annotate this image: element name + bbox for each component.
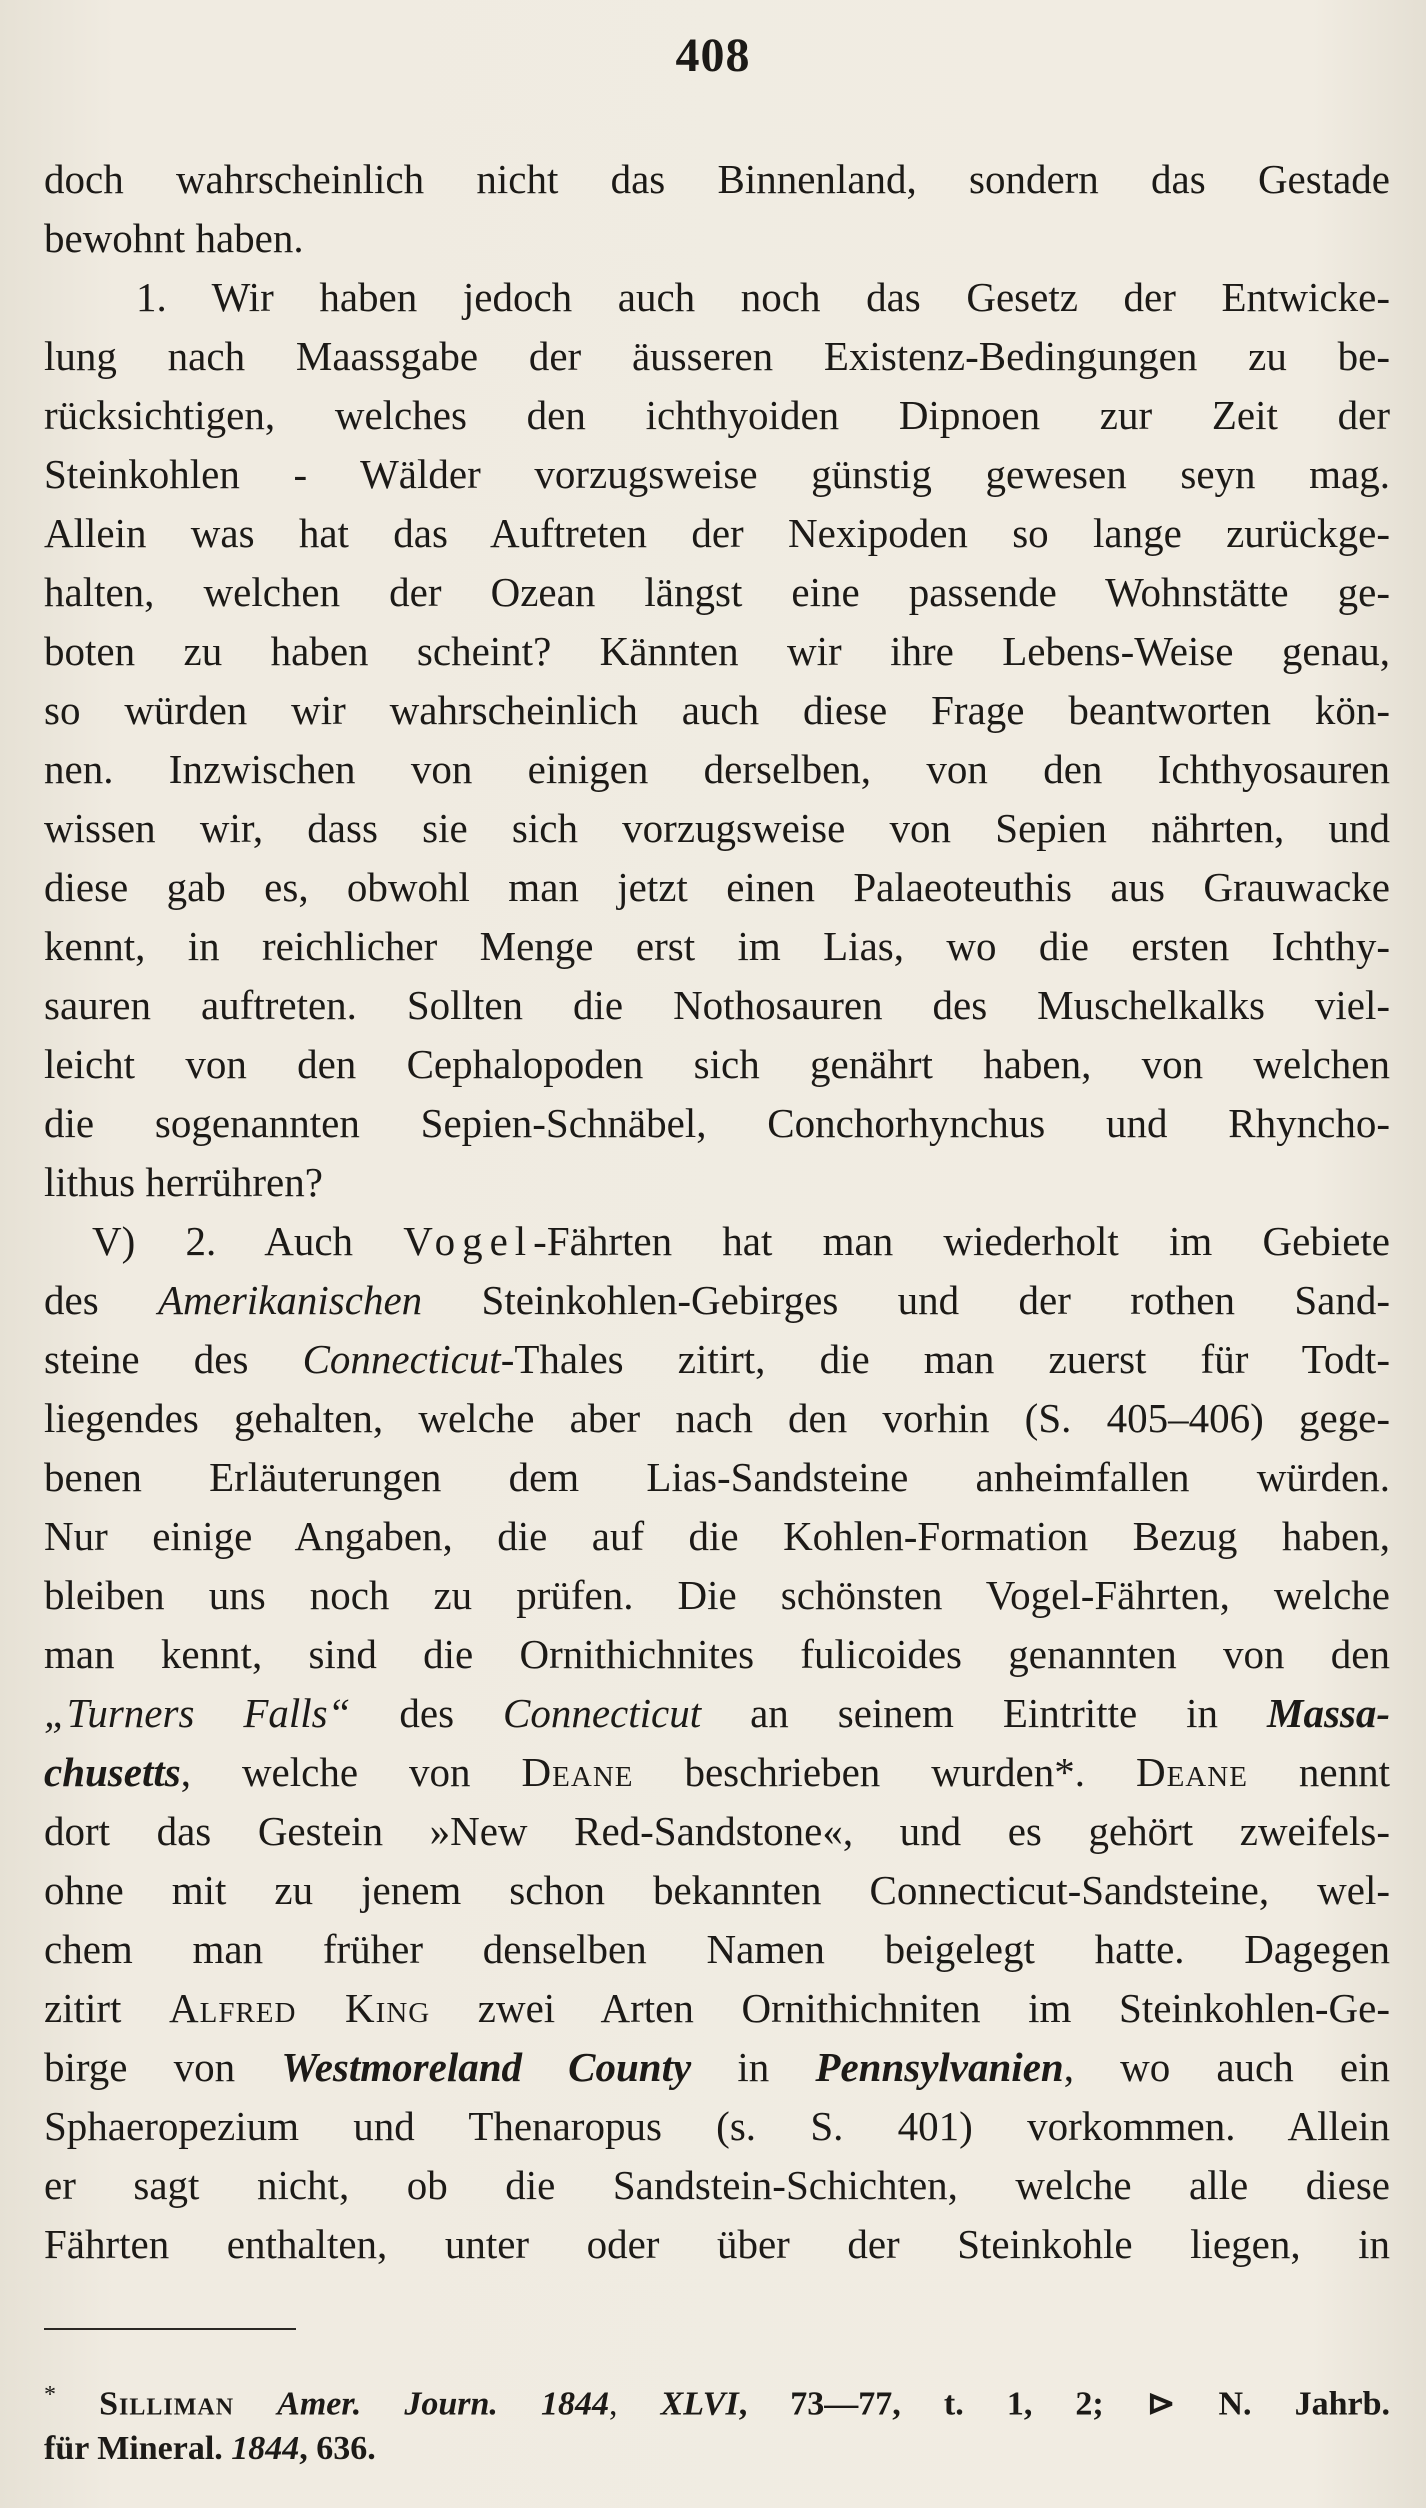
text-line: Allein was hat das Auftreten der Nexipoden so lange zurückge- xyxy=(44,510,1390,556)
text-span: nennt xyxy=(1247,1749,1390,1795)
text-span: birge von xyxy=(44,2044,282,2090)
italic-text: Pennsylvanien xyxy=(815,2044,1064,2090)
footnote-author: Silliman xyxy=(99,2385,235,2422)
text-line: Nur einige Angaben, die auf die Kohlen-Formation Bezug haben, xyxy=(44,1513,1390,1559)
text-line: bleiben uns noch zu prüfen. Die schönsten Vogel-Fährten, welche xyxy=(44,1572,1390,1618)
text-line: halten, welchen der Ozean längst eine passende Wohnstätte ge- xyxy=(44,569,1390,615)
text-span: für Mineral. xyxy=(44,2430,232,2467)
text-line xyxy=(44,1330,1390,1389)
footnote-year: 1844 xyxy=(231,2430,300,2467)
author-name: Deane xyxy=(1135,1749,1248,1795)
text-line: sauren auftreten. Sollten die Nothosauren des Muschelkalks viel- xyxy=(44,982,1390,1028)
text-line: dort das Gestein »New Red-Sandstone«, und es gehört zweifels- xyxy=(44,1808,1390,1854)
text-line xyxy=(44,1979,1390,2038)
text-span: , 636. xyxy=(299,2430,376,2467)
italic-text: Amerikanischen xyxy=(158,1277,423,1323)
text-line: liegendes gehalten, welche aber nach den vorhin (S. 405–406) gege- xyxy=(44,1395,1390,1441)
text-span: beschrieben wurden*. xyxy=(633,1749,1136,1795)
italic-text: Connecticut xyxy=(302,1336,501,1382)
text-line: diese gab es, obwohl man jetzt einen Palaeoteuthis aus Grauwacke xyxy=(44,864,1390,910)
footnote-line xyxy=(44,2422,1390,2476)
text-line xyxy=(44,1212,1390,1271)
text-line: man kennt, sind die Ornithichnites fulicoides genannten von den xyxy=(44,1631,1390,1677)
text-line: doch wahrscheinlich nicht das Binnenland, sondern das Gestade xyxy=(44,156,1390,202)
text-line: Fährten enthalten, unter oder über der Steinkohle liegen, in xyxy=(44,2221,1390,2267)
text-line: die sogenannten Sepien-Schnäbel, Conchorhynchus und Rhyncho- xyxy=(44,1100,1390,1146)
page-number: 408 xyxy=(675,29,751,82)
text-span: -Thales zitirt, die man zuerst für Todt- xyxy=(500,1336,1390,1382)
text-line: lithus herrühren? xyxy=(44,1159,323,1205)
text-line xyxy=(44,1684,1390,1743)
text-line: benen Erläuterungen dem Lias-Sandsteine anheimfallen würden. xyxy=(44,1454,1390,1500)
footnote-volume: XLVI xyxy=(660,2385,739,2422)
text-line: ohne mit zu jenem schon bekannten Connecticut-Sandsteine, wel- xyxy=(44,1867,1390,1913)
body-text xyxy=(44,150,1390,2274)
text-span: , welche von xyxy=(180,1749,522,1795)
footnote-divider xyxy=(44,2328,296,2330)
text-line xyxy=(44,1271,1390,1330)
footnote-journal: Amer. Journ. xyxy=(277,2385,498,2422)
text-span: des xyxy=(44,1277,159,1323)
text-span: , wo auch ein xyxy=(1063,2044,1390,2090)
text-line xyxy=(44,2038,1390,2097)
text-span: V) 2. Auch xyxy=(92,1218,404,1264)
text-line: lung nach Maassgabe der äusseren Existenz-Bedingungen zu be- xyxy=(44,333,1390,379)
text-line: so würden wir wahrscheinlich auch diese Frage beantworten kön- xyxy=(44,687,1390,733)
footnote xyxy=(44,2368,1390,2476)
text-span: des xyxy=(350,1690,504,1736)
text-span: steine des xyxy=(44,1336,303,1382)
text-span: zitirt xyxy=(44,1985,170,2031)
spaced-text: Vogel xyxy=(403,1218,534,1264)
author-name: Deane xyxy=(521,1749,634,1795)
footnote-line: * Silliman Amer. Journ. 1844, XLVI, 73—77, t. 1, 2; ⊳ N. Jahrb. xyxy=(44,2382,1390,2422)
text-span: Steinkohlen-Gebirges und der rothen Sand- xyxy=(422,1277,1390,1323)
text-line: 1. Wir haben jedoch auch noch das Gesetz der Entwicke- xyxy=(136,274,1390,320)
footnote-pages: , 73—77, t. 1, 2; ⊳ N. Jahrb. xyxy=(738,2385,1390,2422)
text-line: er sagt nicht, ob die Sandstein-Schichten, welche alle diese xyxy=(44,2162,1390,2208)
text-line: bewohnt haben. xyxy=(44,215,304,261)
text-line: nen. Inzwischen von einigen derselben, von den Ichthyosauren xyxy=(44,746,1390,792)
text-line: wissen wir, dass sie sich vorzugsweise von Sepien nährten, und xyxy=(44,805,1390,851)
text-line: chem man früher denselben Namen beigelegt hatte. Dagegen xyxy=(44,1926,1390,1972)
italic-text: Massa- xyxy=(1266,1690,1390,1736)
italic-text: „Turners Falls“ xyxy=(44,1690,351,1736)
text-line: boten zu haben scheint? Kännten wir ihre Lebens-Weise genau, xyxy=(44,628,1390,674)
text-span: -Fährten hat man wiederholt im Gebiete xyxy=(533,1218,1390,1264)
text-line: Sphaeropezium und Thenaropus (s. S. 401) vorkommen. Allein xyxy=(44,2103,1390,2149)
text-span: an seinem Eintritte in xyxy=(701,1690,1267,1736)
text-span: in xyxy=(691,2044,816,2090)
author-name: Alfred King xyxy=(169,1985,431,2031)
italic-text: Connecticut xyxy=(503,1690,702,1736)
footnote-year: 1844 xyxy=(540,2385,609,2422)
text-line: Steinkohlen - Wälder vorzugsweise günstig gewesen seyn mag. xyxy=(44,451,1390,497)
text-line: kennt, in reichlicher Menge erst im Lias, wo die ersten Ichthy- xyxy=(44,923,1390,969)
italic-text: Westmoreland County xyxy=(281,2044,692,2090)
footnote-mark: * xyxy=(44,2382,56,2408)
text-span: zwei Arten Ornithichniten im Steinkohlen-Ge- xyxy=(430,1985,1390,2031)
text-line: leicht von den Cephalopoden sich genährt haben, von welchen xyxy=(44,1041,1390,1087)
italic-text: chusetts xyxy=(44,1749,181,1795)
text-line xyxy=(44,1743,1390,1802)
text-line: rücksichtigen, welches den ichthyoiden Dipnoen zur Zeit der xyxy=(44,392,1390,438)
